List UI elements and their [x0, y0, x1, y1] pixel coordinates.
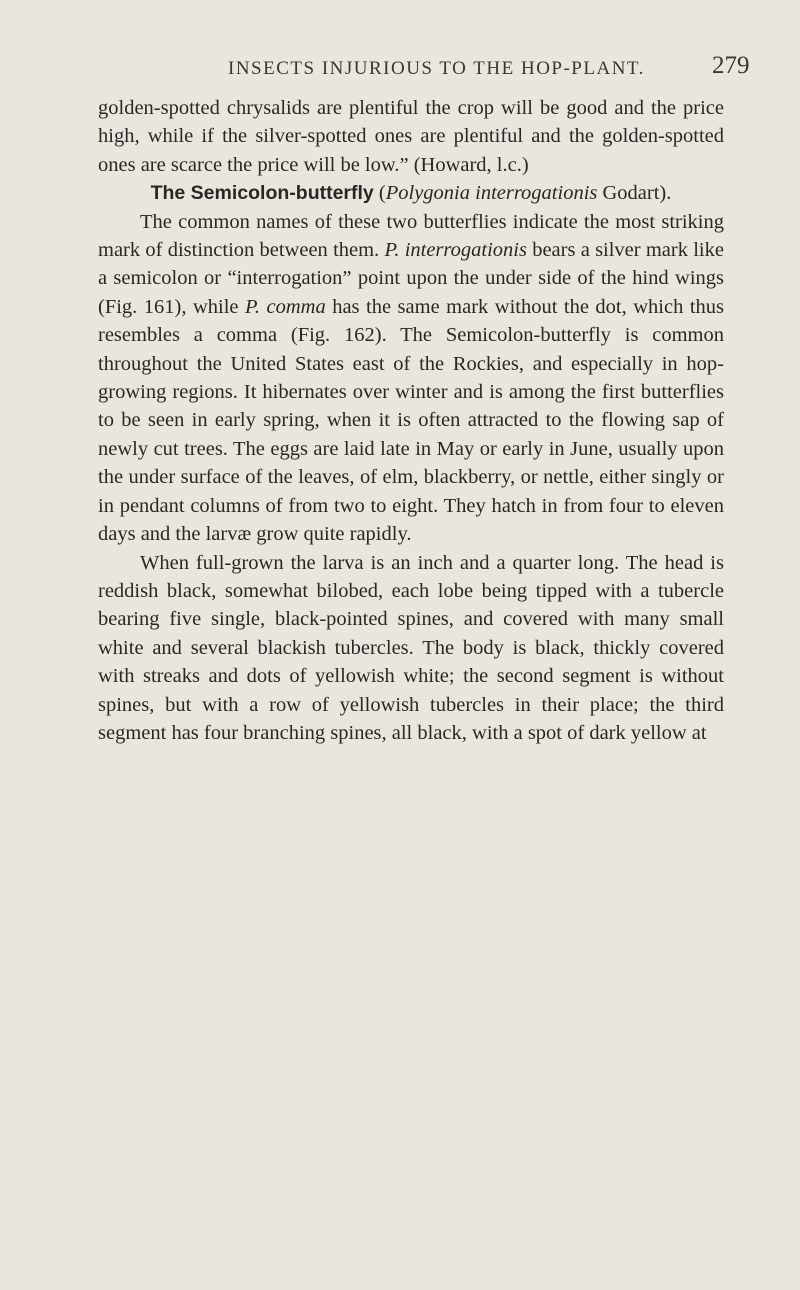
species-italic: P. interrogationis: [384, 239, 527, 262]
paragraph-distinction: [98, 208, 724, 549]
paragraph-text: The common names of these two butterflies indicate the most striking mark of distinction between them.: [98, 210, 724, 262]
paragraph-larva: When full-grown the larva is an inch and a quarter long. The head is reddish black, somewhat bilobed, each lobe being tipped with a tubercle bearing five single, black-pointed spines, and covered with many small white and several blackish tubercles. The body is black, thickly covered with streaks and dots of yellowish white; the second segment is without spines, but with a row of yellowish tubercles in their place; the third segment has four branching spines, all black, with a spot of dark yellow at: [98, 551, 724, 744]
paragraph-continuation: golden-spotted chrysalids are plentiful the crop will be good and the price high, while if the silver-spotted ones are plentiful and the golden-spotted ones are scarce the price will be low.” (Howard, l.c.): [98, 97, 724, 176]
paragraph-text: has the same mark without the dot, which thus resembles a comma (Fig. 162). The Semicolon-butterfly is common throughout the United States east of the Rockies, and especially in hop-growing regions. It hibernates over winter and is among the first butterflies to be seen in early spring, when it is often attracted to the flowing sap of newly cut trees. The eggs are laid late in May or early in June, usually upon the under surface of the leaves, of elm, blackberry, or nettle, either singly or in pendant columns of from two to eight. They hatch in from four to eleven days and the larvæ grow quite rapidly.: [98, 295, 724, 546]
species-authority: Godart).: [597, 182, 672, 205]
species-name: Polygonia interrogationis: [385, 182, 598, 205]
paragraph-text: bears a silver mark like a semicolon or “interrogation” point upon the under side of the hind wings (Fig. 161), while: [98, 239, 724, 318]
heading-open-paren: (: [373, 182, 386, 205]
running-title: INSECTS INJURIOUS TO THE HOP-PLANT.: [228, 58, 645, 79]
page-number: 279: [712, 52, 750, 79]
body-text: [98, 94, 724, 747]
section-title: The Semicolon-butterfly: [150, 182, 374, 205]
species-italic: P. comma: [245, 295, 326, 318]
section-heading: [98, 179, 724, 207]
running-head: [0, 52, 800, 84]
